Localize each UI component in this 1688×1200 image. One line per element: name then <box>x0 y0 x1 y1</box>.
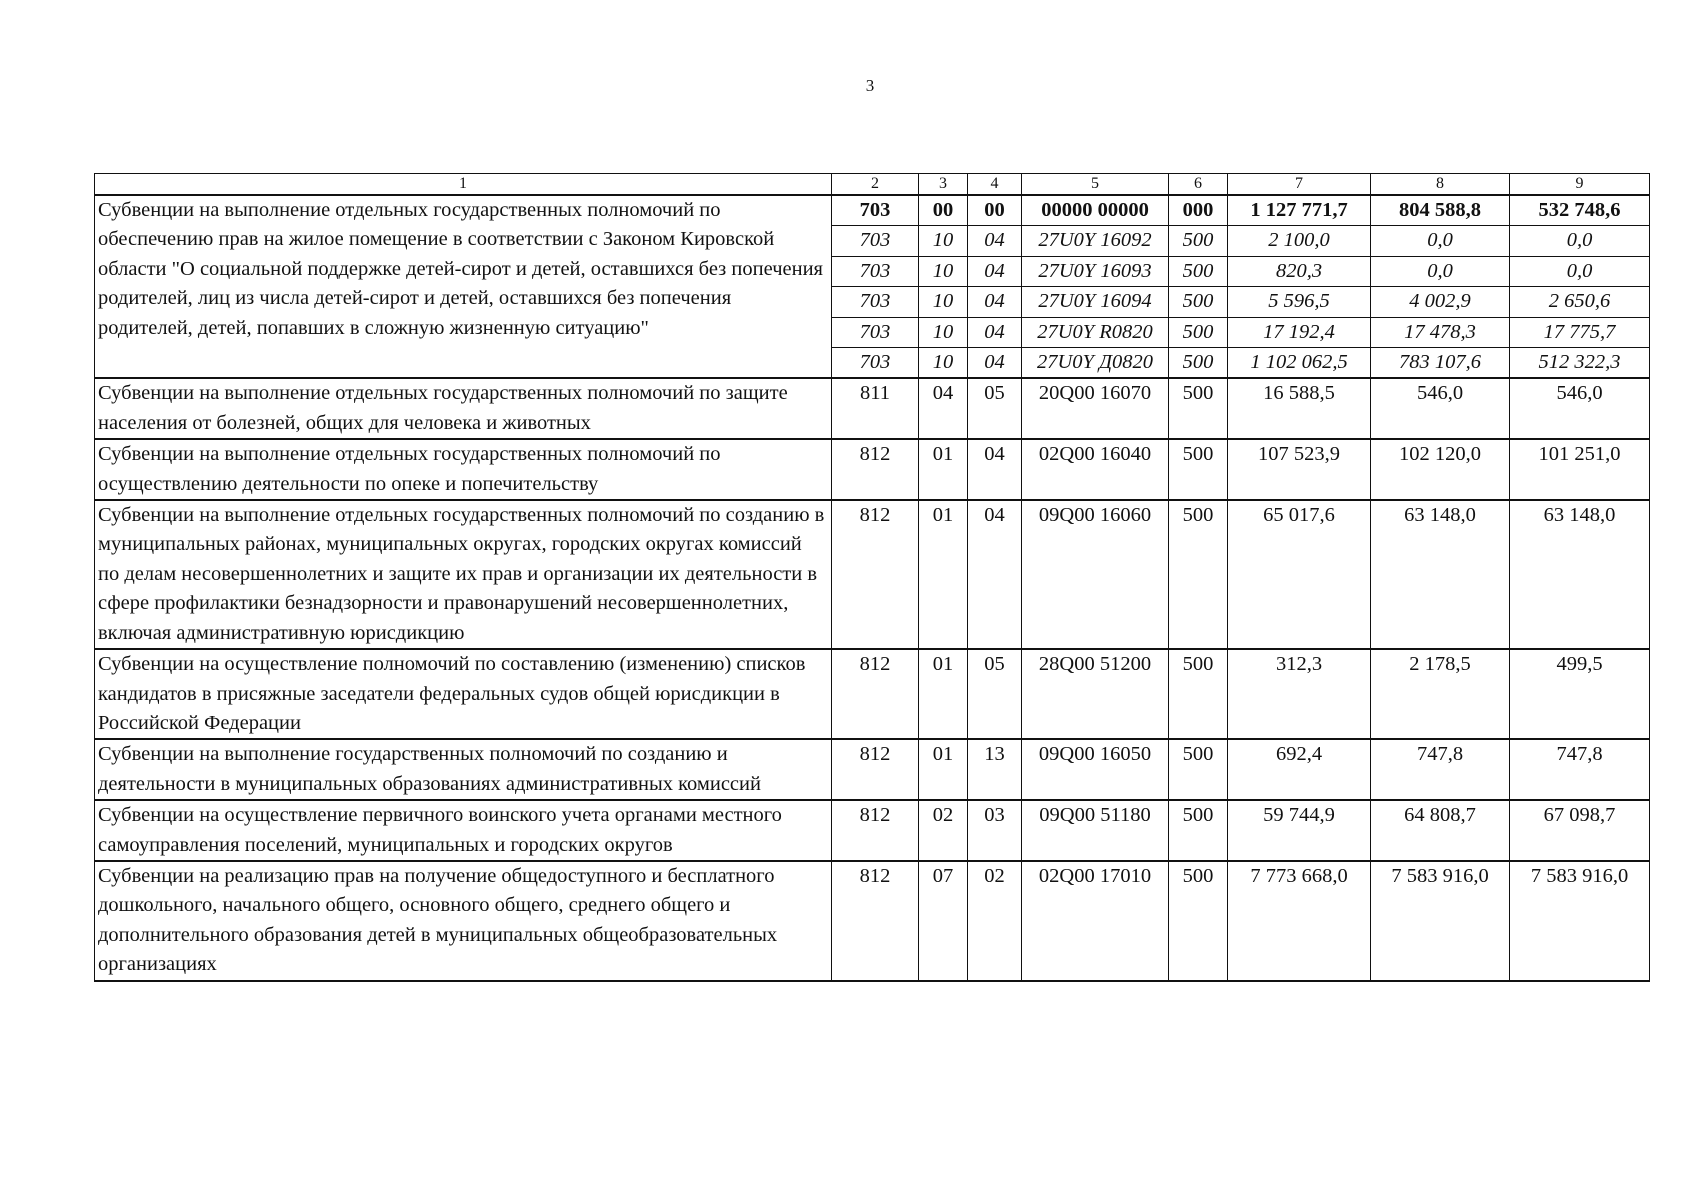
table-row <box>95 500 1650 649</box>
table-cell: 04 <box>968 439 1022 500</box>
table-cell: 04 <box>919 378 968 439</box>
table-cell: 5 596,5 <box>1228 287 1371 317</box>
table-cell: 1 102 062,5 <box>1228 348 1371 379</box>
table-cell: 01 <box>919 500 968 649</box>
table-cell: 703 <box>832 195 919 226</box>
table-cell: 01 <box>919 649 968 739</box>
row-description: Субвенции на выполнение отдельных государственных полномочий по обеспечению прав на жилое помещение в соответствии с Законом Кировской области "О социальной поддержке детей-сирот и детей, оставшихся без попечения родителей, лиц из числа детей-сирот и детей, оставшихся без попечения родителей, детей, попавших в сложную жизненную ситуацию" <box>95 195 832 378</box>
table-cell: 28Q00 51200 <box>1022 649 1169 739</box>
table-cell: 820,3 <box>1228 256 1371 286</box>
table-row <box>95 800 1650 861</box>
table-row <box>95 649 1650 739</box>
table-cell: 101 251,0 <box>1510 439 1650 500</box>
column-header-row <box>95 174 1650 196</box>
table-cell: 2 650,6 <box>1510 287 1650 317</box>
table-cell: 02Q00 17010 <box>1022 861 1169 981</box>
table-cell: 27U0Y 16093 <box>1022 256 1169 286</box>
table-cell: 312,3 <box>1228 649 1371 739</box>
table-cell: 546,0 <box>1371 378 1510 439</box>
table-row-total <box>95 195 1650 226</box>
table-cell: 00 <box>968 195 1022 226</box>
table-cell: 500 <box>1169 861 1228 981</box>
table-cell: 67 098,7 <box>1510 800 1650 861</box>
table-cell: 09Q00 16060 <box>1022 500 1169 649</box>
table-cell: 59 744,9 <box>1228 800 1371 861</box>
table-cell: 64 808,7 <box>1371 800 1510 861</box>
table-cell: 7 583 916,0 <box>1371 861 1510 981</box>
table-cell: 09Q00 51180 <box>1022 800 1169 861</box>
table-cell: 05 <box>968 378 1022 439</box>
table-cell: 02 <box>919 800 968 861</box>
table-cell: 703 <box>832 256 919 286</box>
table-cell: 00 <box>919 195 968 226</box>
column-header: 9 <box>1510 174 1650 196</box>
column-header: 8 <box>1371 174 1510 196</box>
table-cell: 63 148,0 <box>1510 500 1650 649</box>
table-cell: 812 <box>832 800 919 861</box>
table-cell: 02Q00 16040 <box>1022 439 1169 500</box>
table-cell: 0,0 <box>1510 226 1650 256</box>
table-row <box>95 378 1650 439</box>
table-cell: 812 <box>832 649 919 739</box>
table-cell: 102 120,0 <box>1371 439 1510 500</box>
table-cell: 747,8 <box>1510 739 1650 800</box>
table-cell: 04 <box>968 317 1022 347</box>
table-cell: 10 <box>919 317 968 347</box>
table-cell: 804 588,8 <box>1371 195 1510 226</box>
column-header: 3 <box>919 174 968 196</box>
table-cell: 2 178,5 <box>1371 649 1510 739</box>
table-cell: 10 <box>919 226 968 256</box>
table-cell: 10 <box>919 348 968 379</box>
table-cell: 500 <box>1169 348 1228 379</box>
table-cell: 01 <box>919 739 968 800</box>
column-header: 5 <box>1022 174 1169 196</box>
table-cell: 532 748,6 <box>1510 195 1650 226</box>
table-cell: 783 107,6 <box>1371 348 1510 379</box>
table-cell: 500 <box>1169 739 1228 800</box>
table-cell: 01 <box>919 439 968 500</box>
budget-table <box>94 173 1650 982</box>
table-cell: 500 <box>1169 800 1228 861</box>
table-cell: 03 <box>968 800 1022 861</box>
table-cell: 512 322,3 <box>1510 348 1650 379</box>
table-cell: 16 588,5 <box>1228 378 1371 439</box>
table-cell: 500 <box>1169 439 1228 500</box>
table-cell: 04 <box>968 226 1022 256</box>
table-row <box>95 439 1650 500</box>
table-cell: 500 <box>1169 226 1228 256</box>
table-cell: 1 127 771,7 <box>1228 195 1371 226</box>
table-cell: 812 <box>832 861 919 981</box>
row-description: Субвенции на выполнение отдельных государственных полномочий по защите населения от болезней, общих для человека и животных <box>95 378 832 439</box>
table-cell: 05 <box>968 649 1022 739</box>
table-cell: 63 148,0 <box>1371 500 1510 649</box>
table-cell: 0,0 <box>1371 256 1510 286</box>
table-cell: 00000 00000 <box>1022 195 1169 226</box>
table-cell: 10 <box>919 256 968 286</box>
table-cell: 02 <box>968 861 1022 981</box>
column-header: 4 <box>968 174 1022 196</box>
table-cell: 65 017,6 <box>1228 500 1371 649</box>
table-cell: 000 <box>1169 195 1228 226</box>
table-cell: 4 002,9 <box>1371 287 1510 317</box>
table-cell: 13 <box>968 739 1022 800</box>
page-number: 3 <box>865 76 875 95</box>
table-cell: 0,0 <box>1371 226 1510 256</box>
table-cell: 500 <box>1169 317 1228 347</box>
table-cell: 7 773 668,0 <box>1228 861 1371 981</box>
table-cell: 546,0 <box>1510 378 1650 439</box>
table-cell: 703 <box>832 226 919 256</box>
table-cell: 812 <box>832 500 919 649</box>
table-cell: 04 <box>968 348 1022 379</box>
row-description: Субвенции на реализацию прав на получение общедоступного и бесплатного дошкольного, начального общего, основного общего, среднего общего и дополнительного образования детей в муниципальных общеобразовательных организациях <box>95 861 832 981</box>
table-cell: 499,5 <box>1510 649 1650 739</box>
table-cell: 27U0Y R0820 <box>1022 317 1169 347</box>
table-cell: 500 <box>1169 378 1228 439</box>
table-cell: 703 <box>832 287 919 317</box>
table-row <box>95 739 1650 800</box>
table-cell: 17 775,7 <box>1510 317 1650 347</box>
table-cell: 703 <box>832 317 919 347</box>
table-cell: 692,4 <box>1228 739 1371 800</box>
column-header: 1 <box>95 174 832 196</box>
table-cell: 811 <box>832 378 919 439</box>
table-cell: 500 <box>1169 256 1228 286</box>
table-cell: 04 <box>968 287 1022 317</box>
column-header: 7 <box>1228 174 1371 196</box>
table-cell: 500 <box>1169 500 1228 649</box>
table-cell: 2 100,0 <box>1228 226 1371 256</box>
row-description: Субвенции на выполнение отдельных государственных полномочий по созданию в муниципальных районах, муниципальных округах, городских округах комиссий по делам несовершеннолетних и защите их прав и организации их деятельности в сфере профилактики безнадзорности и правонарушений несовершеннолетних, включая административную юрисдикцию <box>95 500 832 649</box>
table-cell: 500 <box>1169 649 1228 739</box>
table-cell: 04 <box>968 500 1022 649</box>
table-cell: 17 192,4 <box>1228 317 1371 347</box>
table-cell: 09Q00 16050 <box>1022 739 1169 800</box>
table-cell: 27U0Y 16094 <box>1022 287 1169 317</box>
table-cell: 07 <box>919 861 968 981</box>
row-description: Субвенции на выполнение государственных полномочий по созданию и деятельности в муниципальных образованиях административных комиссий <box>95 739 832 800</box>
table-cell: 747,8 <box>1371 739 1510 800</box>
table-cell: 812 <box>832 439 919 500</box>
column-header: 2 <box>832 174 919 196</box>
table-cell: 10 <box>919 287 968 317</box>
row-description: Субвенции на осуществление первичного воинского учета органами местного самоуправления поселений, муниципальных и городских округов <box>95 800 832 861</box>
table-cell: 04 <box>968 256 1022 286</box>
table-cell: 0,0 <box>1510 256 1650 286</box>
table-cell: 27U0Y 16092 <box>1022 226 1169 256</box>
table-cell: 20Q00 16070 <box>1022 378 1169 439</box>
table-cell: 107 523,9 <box>1228 439 1371 500</box>
table-row <box>95 861 1650 981</box>
table-cell: 17 478,3 <box>1371 317 1510 347</box>
row-description: Субвенции на выполнение отдельных государственных полномочий по осуществлению деятельности по опеке и попечительству <box>95 439 832 500</box>
column-header: 6 <box>1169 174 1228 196</box>
table-cell: 7 583 916,0 <box>1510 861 1650 981</box>
row-description: Субвенции на осуществление полномочий по составлению (изменению) списков кандидатов в присяжные заседатели федеральных судов общей юрисдикции в Российской Федерации <box>95 649 832 739</box>
table-cell: 500 <box>1169 287 1228 317</box>
table-cell: 27U0Y Д0820 <box>1022 348 1169 379</box>
table-cell: 703 <box>832 348 919 379</box>
table-cell: 812 <box>832 739 919 800</box>
